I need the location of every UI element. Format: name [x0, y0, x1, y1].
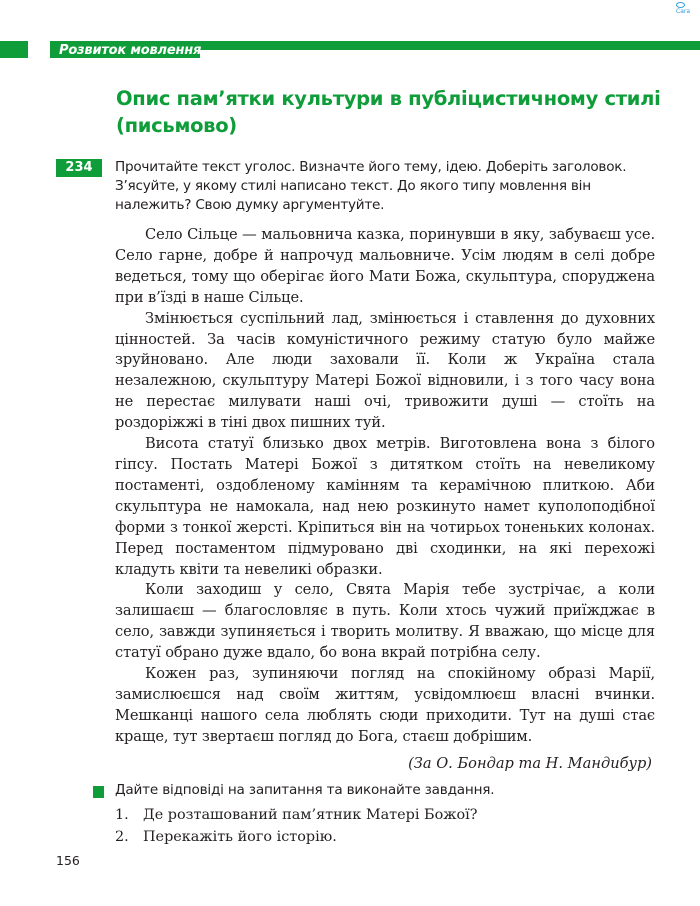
- text-paragraph: Коли заходиш у село, Свята Марія тебе зустрічає, а коли залишаєш — благословляє в путь. Коли хтось чужий приїжджає в село, завжди зупиняється і творить молитву. Я вважаю, що місце для статуї обрано дуже вдало, бо вона вкрай потрібна селу.: [115, 581, 655, 662]
- questions-instruction: Дайте відповіді на запитання та виконайте завдання.: [115, 782, 495, 798]
- list-item: [115, 804, 478, 826]
- question-number: 2.: [115, 829, 129, 845]
- section-title: Розвиток мовлення: [59, 43, 202, 58]
- question-number: 1.: [115, 807, 129, 823]
- question-text: Де розташований пам’ятник Матері Божої?: [143, 807, 478, 823]
- exercise-number: 234: [56, 159, 102, 177]
- text-paragraph: Село Сільце — мальовнича казка, поринувши в яку, забуваєш усе. Село гарне, добре й напрочуд мальовниче. Усім людям в селі добре ведеться, тому що оберігає його Мати Божа, скульптура, споруджена при в’їзді в наше Сільце.: [115, 226, 655, 306]
- text-attribution: (За О. Бондар та Н. Мандибур): [408, 755, 652, 772]
- task-marker-icon: [93, 786, 104, 798]
- page-number: 156: [56, 853, 80, 868]
- text-paragraph: Кожен раз, зупиняючи погляд на спокійному образі Марії, замислюєшся над своїм життям, усвідомлюєш власні вчинки. Мешканці нашого села люблять сюди приходити. Тут на душі стає краще, тут звертаєш погляд до Бога, стаєш добрішим.: [115, 665, 655, 745]
- exercise-text: [115, 225, 655, 748]
- page-title: Опис пам’ятки культури в публіцистичному стилі (письмово): [116, 87, 661, 137]
- logo-text: Cara: [676, 8, 691, 15]
- publisher-logo: [676, 1, 700, 15]
- exercise-task: Прочитайте текст уголос. Визначте його тему, ідею. Доберіть заголовок. З’ясуйте, у якому стилі написано текст. До якого типу мовлення він належить? Свою думку аргументуйте.: [115, 159, 627, 213]
- logo-icon: [676, 2, 685, 8]
- question-text: Перекажіть його історію.: [143, 829, 337, 845]
- list-item: [115, 826, 478, 848]
- text-paragraph: Висота статуї близько двох метрів. Виготовлена вона з білого гіпсу. Постать Матері Божої з дитятком стоїть на невеликому постаменті, оздобленому камінням та керамічною плиткою. Аби скульптура не намокала, над нею розкинуто намет куполоподібної форми з тонкої жерсті. Кріпиться він на чотирьох тоненьких колонах. Перед постаментом підмуровано дві сходинки, на які перехожі кладуть квіти та невеликі образки.: [115, 435, 655, 578]
- text-paragraph: Змінюється суспільний лад, змінюється і ставлення до духовних цінностей. За часів комуністичного режиму статую було майже зруйновано. Але люди заховали її. Коли ж Україна стала незалежною, скульптуру Матері Божої відновили, і з того часу вона не перестає милувати наші очі, тривожити душі — стоїть на роздоріжжі в тіні двох пишних туй.: [115, 309, 655, 432]
- questions-list: [115, 804, 478, 848]
